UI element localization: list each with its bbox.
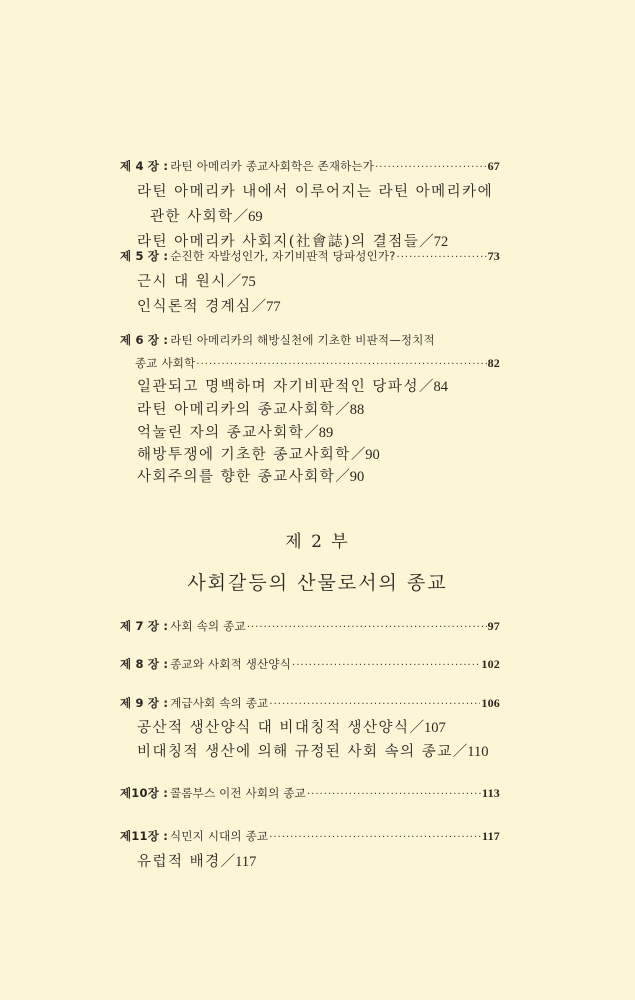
section-title: 라틴 아메리카 사회지(社會誌)의 결점들 <box>137 234 420 250</box>
toc-section <box>137 295 281 316</box>
toc-section <box>137 375 448 396</box>
section-title: 관한 사회학 <box>150 209 234 225</box>
chapter-page: 97 <box>487 619 500 633</box>
chapter-title: 계급사회 속의 종교 <box>170 696 269 710</box>
chapter-title: 라틴 아메리카 종교사회학은 존재하는가 <box>170 159 375 173</box>
toc-chapter-10 <box>120 785 500 801</box>
leader-dots <box>307 789 481 800</box>
toc-section <box>137 850 256 871</box>
section-page: ／88 <box>335 402 365 418</box>
section-title: 라틴 아메리카 내에서 이루어지는 라틴 아메리카에 <box>137 184 494 200</box>
section-title: 라틴 아메리카의 종교사회학 <box>137 402 336 418</box>
leader-dots <box>269 699 480 710</box>
section-title: 공산적 생산양식 대 비대칭적 생산양식 <box>137 720 410 736</box>
chapter-page: 117 <box>482 829 500 843</box>
section-page: ／69 <box>233 209 263 225</box>
chapter-label: 제 4 장 : <box>120 159 169 173</box>
toc-section <box>137 180 493 201</box>
section-title: 사회주의를 향한 종교사회학 <box>137 469 336 485</box>
chapter-title: 콜롬부스 이전 사회의 종교 <box>170 786 306 800</box>
section-page: ／110 <box>452 744 489 760</box>
section-page: ／72 <box>419 234 449 250</box>
toc-chapter-5 <box>120 248 500 264</box>
section-page: ／77 <box>251 299 281 315</box>
toc-chapter-8 <box>120 656 500 672</box>
toc-chapter-11 <box>120 828 500 844</box>
part-title: 사회갈등의 산물로서의 종교 <box>187 572 448 594</box>
chapter-title-cont: 종교 사회학 <box>135 356 196 370</box>
toc-chapter-6 <box>120 332 500 348</box>
toc-section <box>137 465 364 486</box>
leader-dots <box>397 252 487 263</box>
toc-chapter-7 <box>120 618 500 634</box>
chapter-title: 식민지 시대의 종교 <box>170 829 269 843</box>
chapter-label: 제 9 장 : <box>120 696 169 710</box>
toc-chapter-6-cont <box>135 355 500 371</box>
chapter-label: 제 5 장 : <box>120 249 169 263</box>
toc-section <box>137 398 364 419</box>
toc-section <box>137 270 256 291</box>
chapter-page: 73 <box>487 249 500 263</box>
chapter-title: 종교와 사회적 생산양식 <box>170 657 292 671</box>
chapter-label: 제 7 장 : <box>120 619 169 633</box>
section-page: ／75 <box>226 274 256 290</box>
toc-section <box>150 205 263 226</box>
section-page: ／90 <box>335 469 365 485</box>
toc-section <box>137 740 489 761</box>
leader-dots <box>247 622 487 633</box>
section-title: 근시 대 원시 <box>137 274 227 290</box>
section-page: ／107 <box>409 720 446 736</box>
chapter-page: 113 <box>482 786 500 800</box>
section-page: ／90 <box>350 447 380 463</box>
leader-dots <box>292 660 480 671</box>
section-title: 억눌린 자의 종교사회학 <box>137 425 305 441</box>
section-page: ／117 <box>220 854 257 870</box>
chapter-label: 제 6 장 : <box>120 333 169 347</box>
section-title: 비대칭적 생산에 의해 규정된 사회 속의 종교 <box>137 744 453 760</box>
section-page: ／89 <box>304 425 334 441</box>
chapter-title: 라틴 아메리카의 해방실천에 기초한 비판적—정치적 <box>170 333 435 347</box>
chapter-title: 순진한 자발성인가, 자기비판적 당파성인가? <box>170 249 396 263</box>
toc-section <box>137 421 333 442</box>
section-title: 인식론적 경계심 <box>137 299 252 315</box>
part-number: 제 2 부 <box>285 532 350 552</box>
chapter-label: 제10장 : <box>120 786 169 800</box>
section-page: ／84 <box>418 379 448 395</box>
chapter-label: 제11장 : <box>120 829 169 843</box>
toc-chapter-9 <box>120 695 500 711</box>
leader-dots <box>375 162 487 173</box>
toc-section <box>137 716 446 737</box>
section-title: 일관되고 명백하며 자기비판적인 당파성 <box>137 379 419 395</box>
chapter-title: 사회 속의 종교 <box>170 619 246 633</box>
chapter-label: 제 8 장 : <box>120 657 169 671</box>
chapter-page: 67 <box>487 159 500 173</box>
section-title: 유럽적 배경 <box>137 854 221 870</box>
section-title: 해방투쟁에 기초한 종교사회학 <box>137 447 351 463</box>
leader-dots <box>196 359 486 370</box>
chapter-page: 82 <box>487 356 500 370</box>
chapter-page: 102 <box>481 657 500 671</box>
toc-chapter-4 <box>120 158 500 174</box>
toc-section <box>137 443 380 464</box>
chapter-page: 106 <box>481 696 500 710</box>
leader-dots <box>269 832 481 843</box>
